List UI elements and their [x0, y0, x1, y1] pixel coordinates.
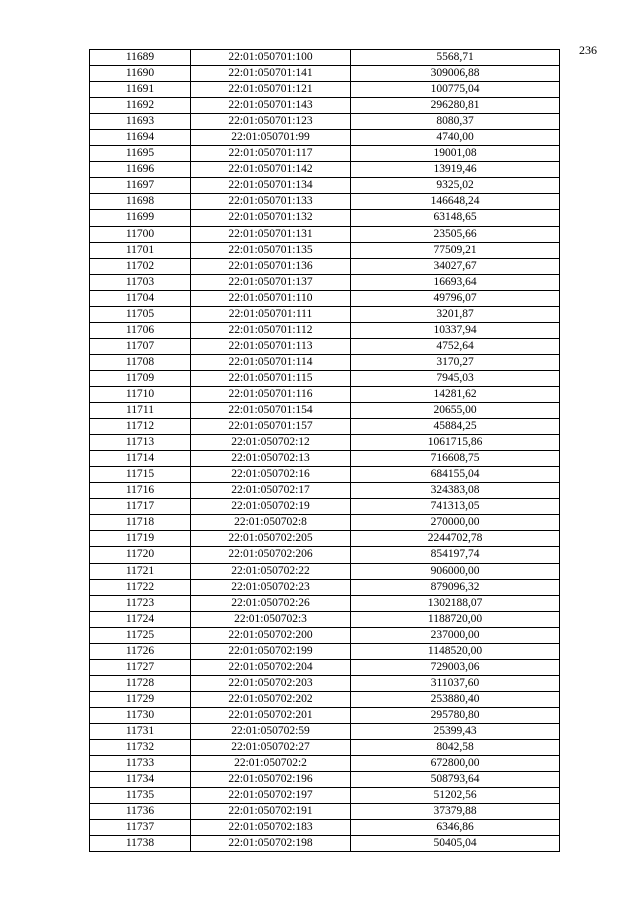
cadastral-number-cell: 22:01:050701:141: [191, 66, 351, 82]
table-row: [90, 242, 560, 258]
cadastral-number-cell: 22:01:050702:205: [191, 531, 351, 547]
row-number-cell: 11717: [90, 499, 191, 515]
row-number-cell: 11722: [90, 579, 191, 595]
row-number-cell: 11701: [90, 242, 191, 258]
cadastral-number-cell: 22:01:050702:204: [191, 659, 351, 675]
value-cell: 49796,07: [351, 290, 560, 306]
cadastral-number-cell: 22:01:050702:201: [191, 707, 351, 723]
value-cell: 19001,08: [351, 146, 560, 162]
value-cell: 23505,66: [351, 226, 560, 242]
row-number-cell: 11723: [90, 595, 191, 611]
row-number-cell: 11698: [90, 194, 191, 210]
value-cell: 1061715,86: [351, 435, 560, 451]
value-cell: 77509,21: [351, 242, 560, 258]
table-row: [90, 547, 560, 563]
value-cell: 729003,06: [351, 659, 560, 675]
value-cell: 50405,04: [351, 836, 560, 852]
cadastral-number-cell: 22:01:050701:137: [191, 274, 351, 290]
row-number-cell: 11713: [90, 435, 191, 451]
row-number-cell: 11692: [90, 98, 191, 114]
value-cell: 270000,00: [351, 515, 560, 531]
value-cell: 9325,02: [351, 178, 560, 194]
row-number-cell: 11732: [90, 740, 191, 756]
cadastral-number-cell: 22:01:050702:196: [191, 772, 351, 788]
cadastral-number-cell: 22:01:050701:136: [191, 258, 351, 274]
table-row: [90, 370, 560, 386]
value-cell: 879096,32: [351, 579, 560, 595]
value-cell: 1148520,00: [351, 643, 560, 659]
value-cell: 10337,94: [351, 322, 560, 338]
row-number-cell: 11737: [90, 820, 191, 836]
table-row: [90, 290, 560, 306]
cadastral-number-cell: 22:01:050701:131: [191, 226, 351, 242]
table-row: [90, 579, 560, 595]
value-cell: 3201,87: [351, 306, 560, 322]
row-number-cell: 11695: [90, 146, 191, 162]
row-number-cell: 11709: [90, 370, 191, 386]
value-cell: 854197,74: [351, 547, 560, 563]
cadastral-number-cell: 22:01:050702:202: [191, 691, 351, 707]
value-cell: 2244702,78: [351, 531, 560, 547]
table-row: [90, 740, 560, 756]
table-row: [90, 419, 560, 435]
row-number-cell: 11716: [90, 483, 191, 499]
value-cell: 20655,00: [351, 403, 560, 419]
table-row: [90, 756, 560, 772]
row-number-cell: 11715: [90, 467, 191, 483]
cadastral-number-cell: 22:01:050701:133: [191, 194, 351, 210]
value-cell: 4752,64: [351, 338, 560, 354]
table-row: [90, 50, 560, 66]
value-cell: 311037,60: [351, 675, 560, 691]
value-cell: 508793,64: [351, 772, 560, 788]
row-number-cell: 11691: [90, 82, 191, 98]
row-number-cell: 11718: [90, 515, 191, 531]
value-cell: 16693,64: [351, 274, 560, 290]
value-cell: 5568,71: [351, 50, 560, 66]
page-number: 236: [579, 43, 597, 57]
table-row: [90, 675, 560, 691]
row-number-cell: 11702: [90, 258, 191, 274]
value-cell: 51202,56: [351, 788, 560, 804]
cadastral-number-cell: 22:01:050701:111: [191, 306, 351, 322]
cadastral-number-cell: 22:01:050702:19: [191, 499, 351, 515]
table-row: [90, 130, 560, 146]
cadastral-number-cell: 22:01:050701:116: [191, 386, 351, 402]
cadastral-number-cell: 22:01:050701:100: [191, 50, 351, 66]
value-cell: 906000,00: [351, 563, 560, 579]
table-row: [90, 66, 560, 82]
table-row: [90, 499, 560, 515]
row-number-cell: 11693: [90, 114, 191, 130]
row-number-cell: 11704: [90, 290, 191, 306]
value-cell: 146648,24: [351, 194, 560, 210]
cadastral-number-cell: 22:01:050701:134: [191, 178, 351, 194]
row-number-cell: 11736: [90, 804, 191, 820]
value-cell: 37379,88: [351, 804, 560, 820]
row-number-cell: 11700: [90, 226, 191, 242]
table-body: [90, 50, 560, 852]
cadastral-number-cell: 22:01:050702:17: [191, 483, 351, 499]
cadastral-number-cell: 22:01:050701:142: [191, 162, 351, 178]
value-cell: 1302188,07: [351, 595, 560, 611]
table-row: [90, 836, 560, 852]
value-cell: 45884,25: [351, 419, 560, 435]
table-row: [90, 226, 560, 242]
row-number-cell: 11720: [90, 547, 191, 563]
row-number-cell: 11703: [90, 274, 191, 290]
value-cell: 296280,81: [351, 98, 560, 114]
table-row: [90, 258, 560, 274]
table-row: [90, 483, 560, 499]
table-row: [90, 595, 560, 611]
table-row: [90, 515, 560, 531]
table-row: [90, 338, 560, 354]
value-cell: 13919,46: [351, 162, 560, 178]
value-cell: 14281,62: [351, 386, 560, 402]
table-row: [90, 531, 560, 547]
value-cell: 6346,86: [351, 820, 560, 836]
table-row: [90, 804, 560, 820]
table-row: [90, 820, 560, 836]
value-cell: 741313,05: [351, 499, 560, 515]
table-row: [90, 643, 560, 659]
row-number-cell: 11690: [90, 66, 191, 82]
table-row: [90, 451, 560, 467]
row-number-cell: 11729: [90, 691, 191, 707]
row-number-cell: 11707: [90, 338, 191, 354]
value-cell: 34027,67: [351, 258, 560, 274]
value-cell: 25399,43: [351, 723, 560, 739]
value-cell: 4740,00: [351, 130, 560, 146]
cadastral-number-cell: 22:01:050702:3: [191, 611, 351, 627]
table-row: [90, 274, 560, 290]
table-row: [90, 435, 560, 451]
cadastral-number-cell: 22:01:050702:191: [191, 804, 351, 820]
row-number-cell: 11712: [90, 419, 191, 435]
table-row: [90, 194, 560, 210]
table-row: [90, 210, 560, 226]
cadastral-number-cell: 22:01:050702:59: [191, 723, 351, 739]
table-row: [90, 563, 560, 579]
cadastral-number-cell: 22:01:050702:22: [191, 563, 351, 579]
row-number-cell: 11719: [90, 531, 191, 547]
table-row: [90, 82, 560, 98]
table-row: [90, 707, 560, 723]
cadastral-number-cell: 22:01:050702:198: [191, 836, 351, 852]
value-cell: 7945,03: [351, 370, 560, 386]
value-cell: 237000,00: [351, 627, 560, 643]
table-row: [90, 146, 560, 162]
row-number-cell: 11730: [90, 707, 191, 723]
value-cell: 100775,04: [351, 82, 560, 98]
cadastral-number-cell: 22:01:050701:154: [191, 403, 351, 419]
cadastral-number-cell: 22:01:050702:16: [191, 467, 351, 483]
cadastral-number-cell: 22:01:050702:203: [191, 675, 351, 691]
table-row: [90, 723, 560, 739]
value-cell: 684155,04: [351, 467, 560, 483]
value-cell: 253880,40: [351, 691, 560, 707]
cadastral-number-cell: 22:01:050701:113: [191, 338, 351, 354]
table-row: [90, 322, 560, 338]
cadastral-number-cell: 22:01:050702:200: [191, 627, 351, 643]
value-cell: 8042,58: [351, 740, 560, 756]
table-row: [90, 611, 560, 627]
row-number-cell: 11733: [90, 756, 191, 772]
row-number-cell: 11705: [90, 306, 191, 322]
value-cell: 672800,00: [351, 756, 560, 772]
table-row: [90, 114, 560, 130]
row-number-cell: 11735: [90, 788, 191, 804]
row-number-cell: 11708: [90, 354, 191, 370]
row-number-cell: 11696: [90, 162, 191, 178]
cadastral-number-cell: 22:01:050702:199: [191, 643, 351, 659]
row-number-cell: 11689: [90, 50, 191, 66]
table-row: [90, 772, 560, 788]
cadastral-number-cell: 22:01:050702:2: [191, 756, 351, 772]
value-cell: 324383,08: [351, 483, 560, 499]
value-cell: 1188720,00: [351, 611, 560, 627]
row-number-cell: 11734: [90, 772, 191, 788]
row-number-cell: 11731: [90, 723, 191, 739]
row-number-cell: 11694: [90, 130, 191, 146]
table-row: [90, 354, 560, 370]
row-number-cell: 11697: [90, 178, 191, 194]
table-row: [90, 467, 560, 483]
row-number-cell: 11724: [90, 611, 191, 627]
cadastral-number-cell: 22:01:050702:197: [191, 788, 351, 804]
table-row: [90, 178, 560, 194]
row-number-cell: 11725: [90, 627, 191, 643]
row-number-cell: 11710: [90, 386, 191, 402]
cadastral-number-cell: 22:01:050701:123: [191, 114, 351, 130]
cadastral-number-cell: 22:01:050701:99: [191, 130, 351, 146]
cadastral-number-cell: 22:01:050701:114: [191, 354, 351, 370]
row-number-cell: 11711: [90, 403, 191, 419]
row-number-cell: 11738: [90, 836, 191, 852]
cadastral-value-table: [89, 49, 560, 852]
cadastral-number-cell: 22:01:050702:13: [191, 451, 351, 467]
cadastral-number-cell: 22:01:050702:206: [191, 547, 351, 563]
cadastral-number-cell: 22:01:050702:23: [191, 579, 351, 595]
row-number-cell: 11706: [90, 322, 191, 338]
value-cell: 716608,75: [351, 451, 560, 467]
value-cell: 8080,37: [351, 114, 560, 130]
row-number-cell: 11728: [90, 675, 191, 691]
table-row: [90, 659, 560, 675]
value-cell: 309006,88: [351, 66, 560, 82]
table-row: [90, 788, 560, 804]
row-number-cell: 11726: [90, 643, 191, 659]
cadastral-number-cell: 22:01:050701:135: [191, 242, 351, 258]
cadastral-number-cell: 22:01:050701:110: [191, 290, 351, 306]
cadastral-number-cell: 22:01:050701:115: [191, 370, 351, 386]
table-row: [90, 403, 560, 419]
cadastral-number-cell: 22:01:050702:8: [191, 515, 351, 531]
table-row: [90, 627, 560, 643]
cadastral-number-cell: 22:01:050701:132: [191, 210, 351, 226]
row-number-cell: 11721: [90, 563, 191, 579]
cadastral-number-cell: 22:01:050701:121: [191, 82, 351, 98]
cadastral-number-cell: 22:01:050701:143: [191, 98, 351, 114]
table-row: [90, 691, 560, 707]
table-row: [90, 98, 560, 114]
cadastral-number-cell: 22:01:050702:183: [191, 820, 351, 836]
value-cell: 3170,27: [351, 354, 560, 370]
cadastral-number-cell: 22:01:050702:12: [191, 435, 351, 451]
cadastral-number-cell: 22:01:050702:26: [191, 595, 351, 611]
cadastral-number-cell: 22:01:050701:117: [191, 146, 351, 162]
row-number-cell: 11699: [90, 210, 191, 226]
table-row: [90, 162, 560, 178]
table-row: [90, 306, 560, 322]
cadastral-number-cell: 22:01:050701:112: [191, 322, 351, 338]
row-number-cell: 11727: [90, 659, 191, 675]
row-number-cell: 11714: [90, 451, 191, 467]
cadastral-number-cell: 22:01:050702:27: [191, 740, 351, 756]
value-cell: 295780,80: [351, 707, 560, 723]
cadastral-number-cell: 22:01:050701:157: [191, 419, 351, 435]
table-row: [90, 386, 560, 402]
value-cell: 63148,65: [351, 210, 560, 226]
